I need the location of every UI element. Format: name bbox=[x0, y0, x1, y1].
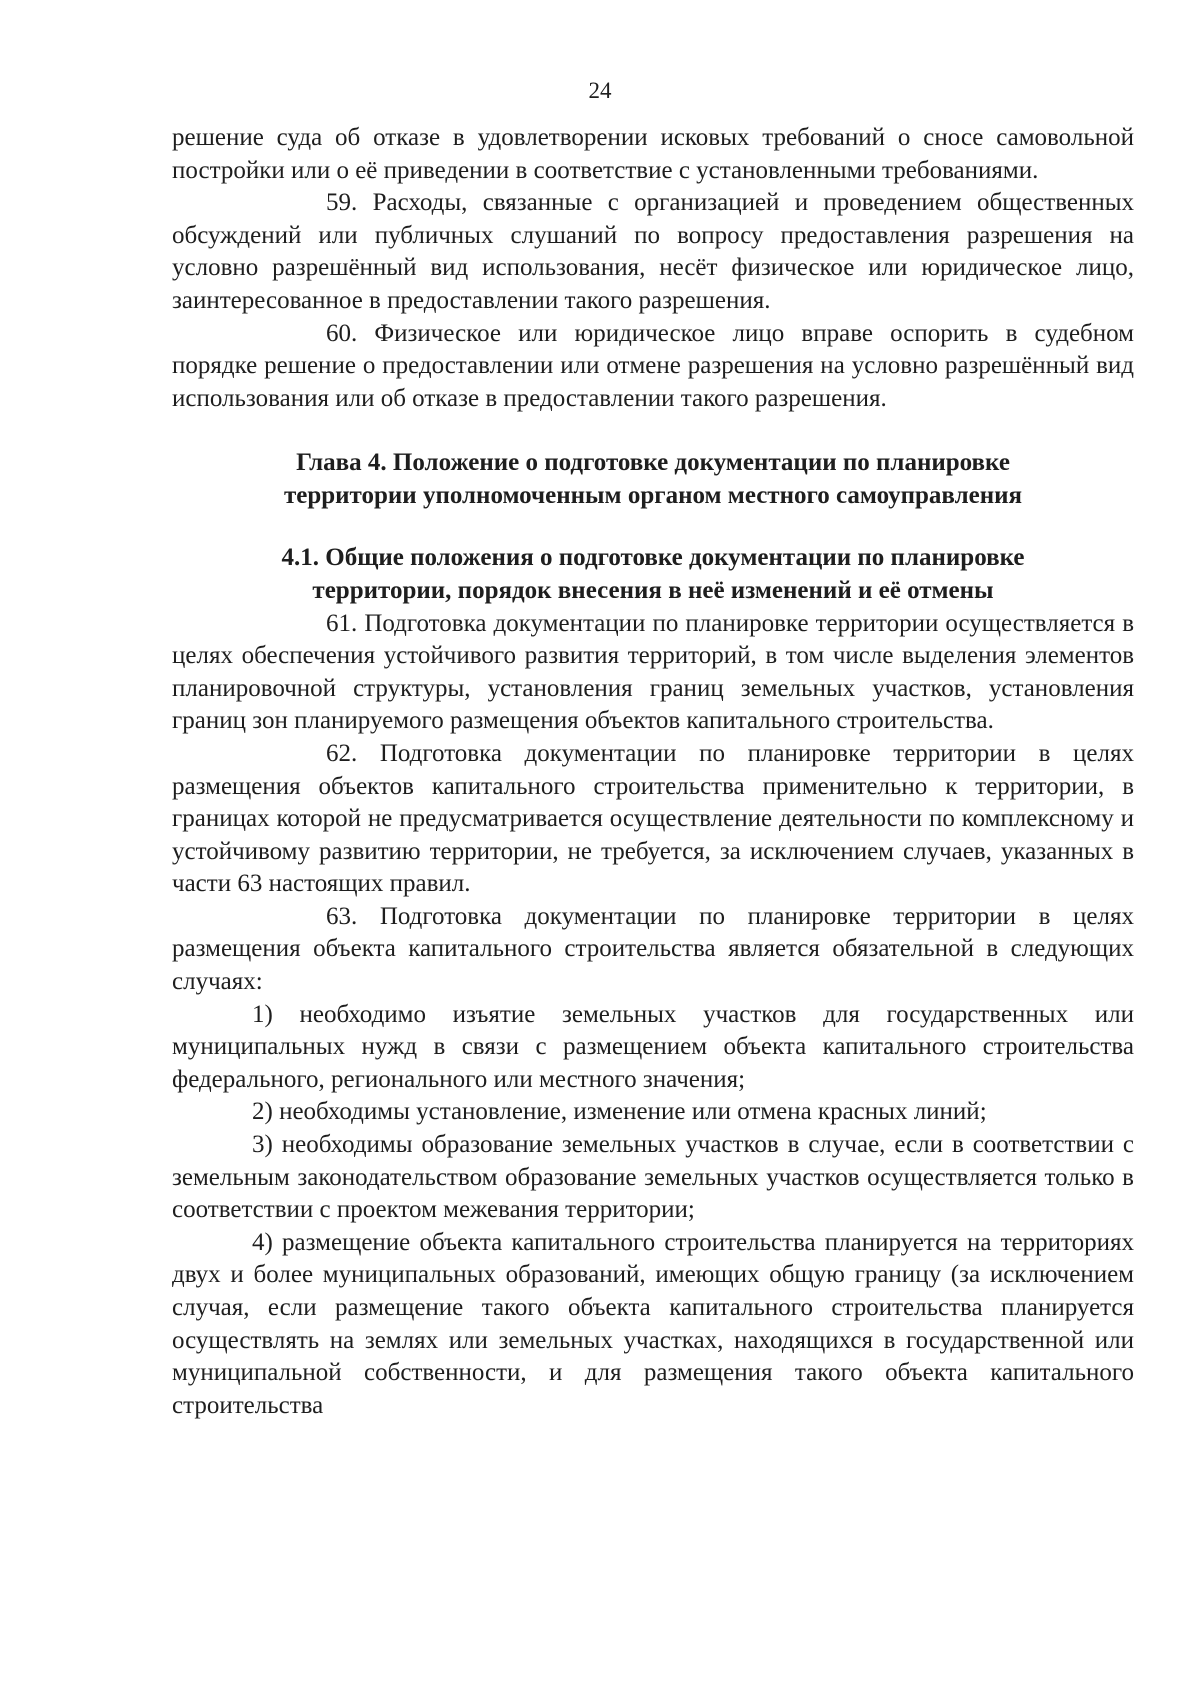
document-body bbox=[172, 122, 1134, 1422]
paragraph-number: 61. bbox=[326, 609, 358, 637]
list-item bbox=[172, 1096, 1134, 1129]
paragraph-continuation bbox=[172, 122, 1134, 187]
paragraph-text: Расходы, связанные с организацией и проведением общественных обсуждений или публичных слушаний по вопросу предоставления разрешения на условно разрешённый вид использования, несёт физическое или юридическое лицо, заинтересованное в предоставлении такого разрешения. bbox=[172, 189, 1135, 314]
list-item-number: 2) bbox=[252, 1098, 273, 1126]
paragraph-62 bbox=[172, 738, 1134, 901]
paragraph-text: Подготовка документации по планировке территории осуществляется в целях обеспечения устойчивого развития территорий, в том числе выделения элементов планировочной структуры, установления границ земельных участков, установления границ зон планируемого размещения объектов капитального строительства. bbox=[172, 609, 1135, 735]
paragraph-text: Подготовка документации по планировке территории в целях размещения объектов капитального строительства применительно к территории, в границах которой не предусматривается осуществление деятельности по комплексному и устойчивому развитию территории, не требуется, за исключением случаев, указанных в части 63 настоящих правил. bbox=[172, 739, 1134, 898]
chapter-heading-line: Глава 4. Положение о подготовке документации по планировке bbox=[296, 449, 1010, 477]
paragraph-text: Подготовка документации по планировке территории в целях размещения объекта капитального строительства является обязательной в следующих случаях: bbox=[172, 902, 1134, 996]
section-heading-line: территории, порядок внесения в неё изменений и её отмены bbox=[312, 576, 994, 604]
section-heading bbox=[172, 542, 1134, 607]
paragraph-number: 62. bbox=[326, 739, 358, 767]
list-item-text: необходимы образование земельных участков в случае, если в соответствии с земельным законодательством образование земельных участков осуществляется только в соответствии с проектом межевания территории; bbox=[172, 1131, 1134, 1224]
paragraph-59 bbox=[172, 187, 1134, 317]
list-item-text: необходимо изъятие земельных участков для государственных или муниципальных нужд в связи с размещением объекта капитального строительства федерального, регионального или местного значения; bbox=[172, 1000, 1134, 1093]
list-item-text: размещение объекта капитального строительства планируется на территориях двух и более муниципальных образований, имеющих общую границу (за исключением случая, если размещение такого объекта капитального строительства планируется осуществлять на землях или земельных участках, находящихся в государственной или муниципальной собственности, и для размещения такого объекта капитального строительства bbox=[172, 1228, 1134, 1419]
list-item-number: 3) bbox=[252, 1131, 273, 1159]
paragraph-63 bbox=[172, 901, 1134, 999]
section-heading-line: 4.1. Общие положения о подготовке документации по планировке bbox=[281, 544, 1025, 572]
page-number: 24 bbox=[588, 78, 612, 103]
list-item bbox=[172, 1129, 1134, 1227]
chapter-heading bbox=[172, 446, 1134, 512]
paragraph-61 bbox=[172, 608, 1134, 738]
list-item bbox=[172, 1227, 1134, 1423]
paragraph-text: Физическое или юридическое лицо вправе оспорить в судебном порядке решение о предоставлении или отмене разрешения на условно разрешённый вид использования или об отказе в предоставлении такого разрешения. bbox=[172, 319, 1134, 412]
list-item-text: необходимы установление, изменение или отмена красных линий; bbox=[279, 1098, 987, 1126]
list-item bbox=[172, 999, 1134, 1097]
paragraph-number: 60. bbox=[326, 319, 358, 347]
list-item-number: 1) bbox=[252, 1000, 273, 1028]
list-item-number: 4) bbox=[252, 1228, 273, 1256]
chapter-heading-line: территории уполномоченным органом местного самоуправления bbox=[283, 482, 1023, 510]
paragraph-number: 59. bbox=[326, 189, 358, 217]
paragraph-number: 63. bbox=[326, 902, 358, 930]
paragraph-60 bbox=[172, 318, 1134, 416]
paragraph-text: решение суда об отказе в удовлетворении исковых требований о сносе самовольной постройки или о её приведении в соответствие с установленными требованиями. bbox=[172, 124, 1134, 184]
